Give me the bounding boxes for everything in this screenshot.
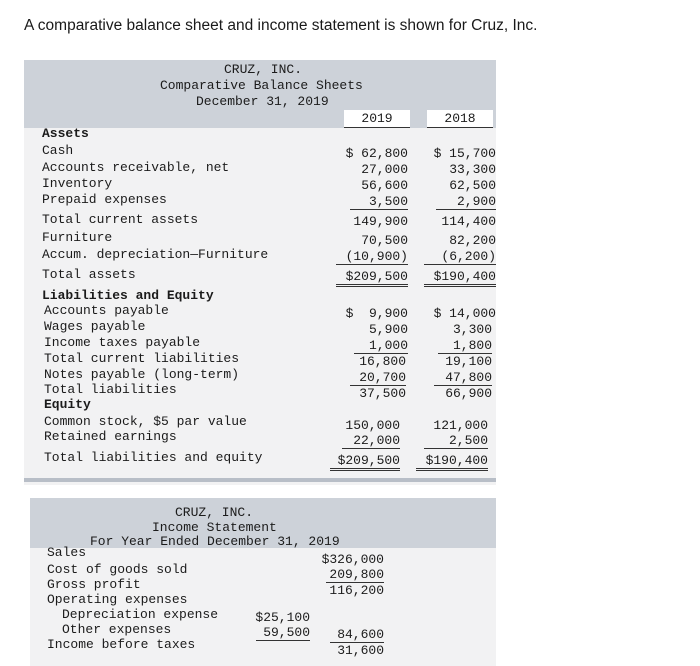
furniture-2019: 70,500 [361, 233, 408, 248]
bs-company: CRUZ, INC. [224, 62, 303, 77]
opex-total-value: 84,600 [330, 627, 384, 643]
row-label-income-taxes: Income taxes payable [44, 335, 201, 350]
row-label-ap: Accounts payable [44, 303, 169, 318]
row-label-prepaid: Prepaid expenses [42, 192, 167, 207]
col-header-2019: 2019 [344, 110, 410, 128]
sales-value: $326,000 [321, 552, 384, 567]
row-label-wages: Wages payable [44, 319, 146, 334]
retained-2018: 2,500 [424, 433, 488, 449]
opex-label: Operating expenses [47, 592, 188, 607]
notes-2019: 20,700 [350, 370, 406, 386]
common-stock-2019: 150,000 [345, 418, 400, 433]
tcl-2019: 16,800 [359, 354, 406, 369]
row-label-cash: Cash [42, 143, 74, 158]
row-label-inventory: Inventory [42, 176, 113, 191]
income-taxes-2018: 1,800 [438, 338, 492, 354]
equity-heading: Equity [44, 397, 91, 412]
other-label: Other expenses [62, 622, 172, 637]
cash-2018: $ 15,700 [433, 146, 496, 161]
row-label-retained-earnings: Retained earnings [44, 429, 177, 444]
common-stock-2018: 121,000 [433, 418, 488, 433]
other-value: 59,500 [256, 625, 310, 641]
row-label-accum-dep: Accum. depreciation—Furniture [42, 247, 269, 262]
ar-2019: 27,000 [361, 162, 408, 177]
row-label-total-le: Total liabilities and equity [44, 450, 263, 465]
bs-title: Comparative Balance Sheets [160, 78, 363, 93]
wages-2019: 5,900 [368, 322, 408, 337]
ibt-value: 31,600 [337, 643, 384, 658]
tcl-2018: 19,100 [445, 354, 492, 369]
cash-2019: $ 62,800 [345, 146, 408, 161]
bs-date: December 31, 2019 [196, 94, 329, 109]
tca-2019: 149,900 [353, 214, 408, 229]
row-label-total-current-liab: Total current liabilities [44, 351, 240, 366]
notes-2018: 47,800 [434, 370, 492, 386]
balance-sheet [24, 60, 496, 485]
total-le-2019: $209,500 [330, 453, 400, 471]
question-text: A comparative balance sheet and income statement is shown for Cruz, Inc. [24, 17, 538, 34]
sales-label: Sales [47, 545, 87, 560]
assets-heading: Assets [42, 126, 89, 141]
ap-2019: $ 9,900 [345, 306, 408, 321]
bottom-separator [24, 478, 496, 482]
ar-2018: 33,300 [449, 162, 496, 177]
total-assets-2018: $190,400 [424, 269, 496, 287]
ap-2018: $ 14,000 [433, 306, 496, 321]
row-label-furniture: Furniture [42, 230, 113, 245]
cogs-value: 209,800 [326, 567, 384, 583]
tca-2018: 114,400 [441, 214, 496, 229]
prepaid-2018: 2,900 [436, 194, 496, 210]
prepaid-2019: 3,500 [350, 194, 408, 210]
dep-value: $25,100 [255, 610, 310, 625]
inventory-2018: 62,500 [449, 178, 496, 193]
ibt-label: Income before taxes [47, 637, 196, 652]
inventory-2019: 56,600 [361, 178, 408, 193]
col-header-2018: 2018 [427, 110, 493, 128]
cogs-label: Cost of goods sold [47, 562, 188, 577]
wages-2018: 3,300 [452, 322, 492, 337]
income-statement [30, 498, 496, 666]
row-label-total-current-assets: Total current assets [42, 212, 199, 227]
liabilities-heading: Liabilities and Equity [42, 288, 214, 303]
is-company: CRUZ, INC. [175, 505, 254, 520]
accum-dep-2019: (10,900) [336, 249, 408, 265]
is-period: For Year Ended December 31, 2019 [90, 534, 340, 549]
total-assets-2019: $209,500 [336, 269, 408, 287]
furniture-2018: 82,200 [449, 233, 496, 248]
row-label-notes-payable: Notes payable (long-term) [44, 367, 240, 382]
retained-2019: 22,000 [342, 433, 400, 449]
row-label-total-liab: Total liabilities [44, 382, 177, 397]
accum-dep-2018: (6,200) [424, 249, 496, 265]
total-le-2018: $190,400 [416, 453, 488, 471]
gross-label: Gross profit [47, 577, 141, 592]
gross-value: 116,200 [329, 583, 384, 598]
row-label-common-stock: Common stock, $5 par value [44, 414, 247, 429]
row-label-total-assets: Total assets [42, 267, 136, 282]
dep-label: Depreciation expense [62, 607, 219, 622]
total-liab-2019: 37,500 [359, 386, 406, 401]
is-title: Income Statement [152, 520, 277, 535]
income-taxes-2019: 1,000 [354, 338, 408, 354]
row-label-ar: Accounts receivable, net [42, 160, 230, 175]
total-liab-2018: 66,900 [445, 386, 492, 401]
